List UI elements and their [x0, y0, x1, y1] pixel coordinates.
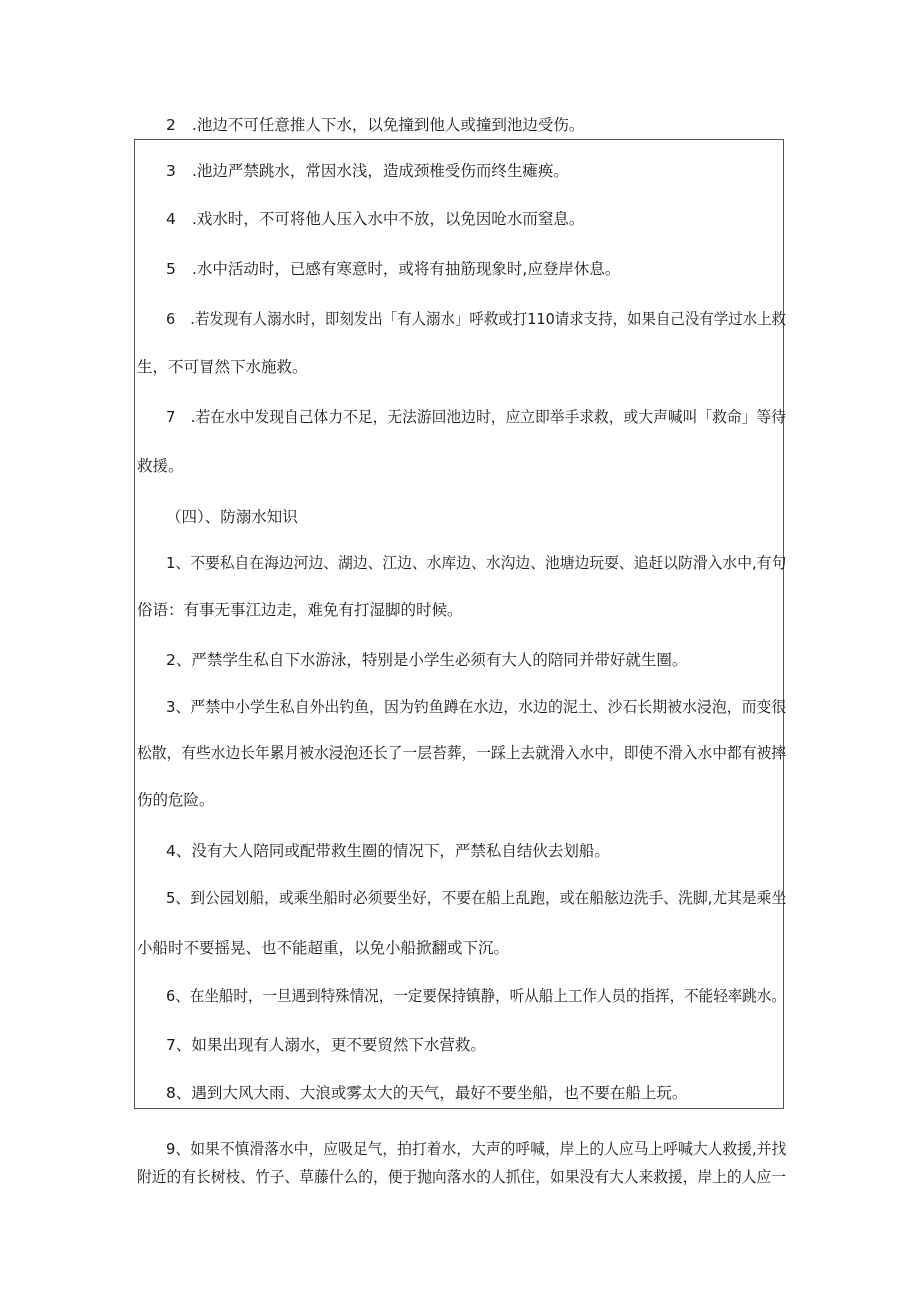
rule-item-6	[166, 309, 786, 329]
rule-item-5	[166, 259, 620, 279]
knowledge-item-9: 9、如果不慎滑落水中，应吸足气，拍打着水，大声的呼喊，岸上的人应马上呼喊大人救援,并找	[166, 1140, 787, 1158]
knowledge-item-1-continuation: 俗语：有事无事江边走，难免有打湿脚的时候。	[137, 601, 463, 619]
rule-text: .水中活动时，已感有寒意时，或将有抽筋现象时,应登岸休息。	[192, 260, 621, 278]
rule-text: .若在水中发现自己体力不足，无法游回池边时，应立即举手求救，或大声喊叫「救命」等待	[190, 408, 786, 426]
section-heading: （四）、防溺水知识	[166, 508, 298, 526]
table-border	[134, 139, 787, 1109]
rule-item-7-continuation: 救援。	[137, 457, 184, 475]
knowledge-item-9-continuation: 附近的有长树枝、竹子、草藤什么的，便于抛向落水的人抓住，如果没有大人来救援，岸上的人应一	[137, 1168, 787, 1186]
knowledge-item-1: 1、不要私自在海边河边、湖边、江边、水库边、水沟边、池塘边玩耍、追赶以防滑入水中,有句	[166, 554, 787, 572]
knowledge-item-5-continuation: 小船时不要摇晃、也不能超重，以免小船掀翻或下沉。	[137, 939, 510, 957]
rule-item-3	[166, 161, 569, 181]
knowledge-item-6: 6、在坐船时，一旦遇到特殊情况，一定要保持镇静，听从船上工作人员的指挥，不能轻率跳水。	[166, 987, 786, 1005]
rule-text: .池边不可任意推人下水，以免撞到他人或撞到池边受伤。	[192, 116, 585, 134]
knowledge-item-2: 2、严禁学生私自下水游泳，特别是小学生必须有大人的陪同并带好就生圈。	[166, 651, 688, 669]
knowledge-item-3-continuation: 伤的危险。	[137, 791, 215, 809]
rule-number: 4	[166, 210, 176, 228]
rule-number: 2	[166, 116, 176, 134]
knowledge-item-4: 4、没有大人陪同或配带救生圈的情况下，严禁私自结伙去划船。	[166, 842, 610, 860]
rule-number: 7	[166, 408, 176, 426]
rule-number: 3	[166, 162, 176, 180]
knowledge-item-3-continuation: 松散，有些水边长年累月被水浸泡还长了一层苔葬，一踩上去就滑入水中，即使不滑入水中都有被摔	[137, 744, 787, 762]
knowledge-item-8: 8、遇到大风大雨、大浪或雾太大的天气，最好不要坐船，也不要在船上玩。	[166, 1084, 688, 1102]
rule-text: .戏水时，不可将他人压入水中不放，以免因呛水而窒息。	[192, 210, 585, 228]
rule-number: 5	[166, 260, 176, 278]
rule-item-2	[166, 115, 584, 135]
knowledge-item-7: 7、如果出现有人溺水，更不要贸然下水营救。	[166, 1036, 486, 1054]
rule-item-7	[166, 407, 786, 427]
rule-text: .若发现有人溺水时，即刻发出「有人溺水」呼救或打110请求支持，如果自己没有学过水上救	[190, 310, 786, 328]
rule-text: .池边严禁跳水，常因水浅，造成颈椎受伤而终生瘫痪。	[192, 162, 569, 180]
knowledge-item-5: 5、到公园划船，或乘坐船时必须要坐好，不要在船上乱跑，或在船舷边洗手、洗脚,尤其是乘坐	[166, 889, 787, 907]
rule-item-4	[166, 209, 584, 229]
rule-item-6-continuation: 生，不可冒然下水施救。	[137, 358, 308, 376]
rule-number: 6	[166, 310, 176, 328]
knowledge-item-3: 3、严禁中小学生私自外出钓鱼，因为钓鱼蹲在水边，水边的泥土、沙石长期被水浸泡，而变很	[166, 698, 787, 716]
